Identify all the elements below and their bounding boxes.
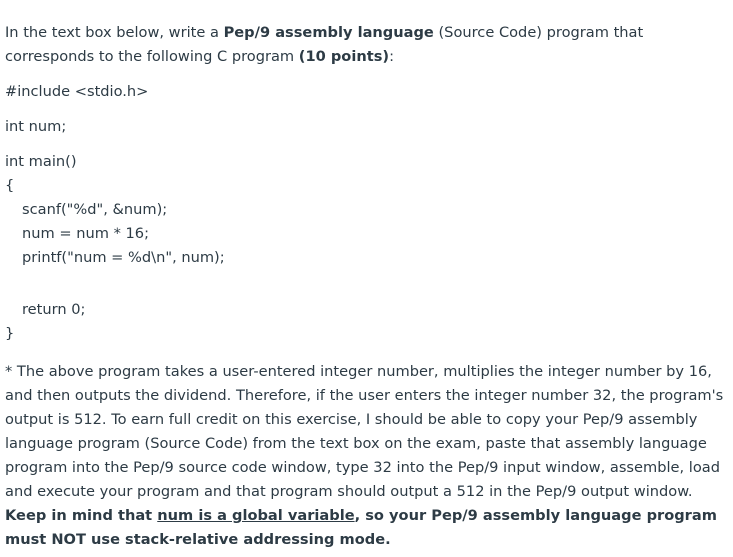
c-program-code	[5, 80, 733, 346]
intro-bold-language: Pep/9 assembly language	[223, 24, 434, 41]
code-include-line: #include <stdio.h>	[5, 83, 149, 100]
code-printf-line: printf("num = %d\n", num);	[22, 249, 225, 266]
note-global-variable-underline: num is a global variable	[157, 507, 355, 524]
intro-text-mid: (Source Code) program that corresponds to the following C program	[5, 24, 644, 65]
code-multiply-line: num = num * 16;	[22, 225, 149, 242]
question-note	[5, 360, 733, 552]
code-open-brace: {	[5, 177, 15, 194]
note-bold-underlined	[157, 507, 354, 524]
intro-text-post: :	[389, 48, 394, 65]
intro-bold-points: (10 points)	[298, 48, 390, 65]
note-bold-start: Keep in mind that	[5, 507, 158, 524]
code-return-line: return 0;	[22, 301, 86, 318]
code-declaration-line: int num;	[5, 118, 67, 135]
note-bold-end: , so your Pep/9 assembly language program must NOT use stack-relative addressing mode.	[5, 507, 717, 548]
code-close-brace: }	[5, 325, 15, 342]
question-intro	[5, 21, 733, 69]
code-main-signature: int main()	[5, 153, 77, 170]
note-text: * The above program takes a user-entered integer number, multiplies the integer number by 16, and then outputs the dividend. Therefore, if the user enters the integer number 32, the program's output is 512. To earn full credit on this exercise, I should be able to copy your Pep/9 assembly language program (Source Code) from the text box on the exam, paste that assembly language program into the Pep/9 source code window, type 32 into the Pep/9 input window, assemble, load and execute your program and that program should output a 512 in the Pep/9 output window.	[5, 363, 724, 500]
intro-text-pre: In the text box below, write a	[5, 24, 224, 41]
code-scanf-line: scanf("%d", &num);	[22, 201, 168, 218]
